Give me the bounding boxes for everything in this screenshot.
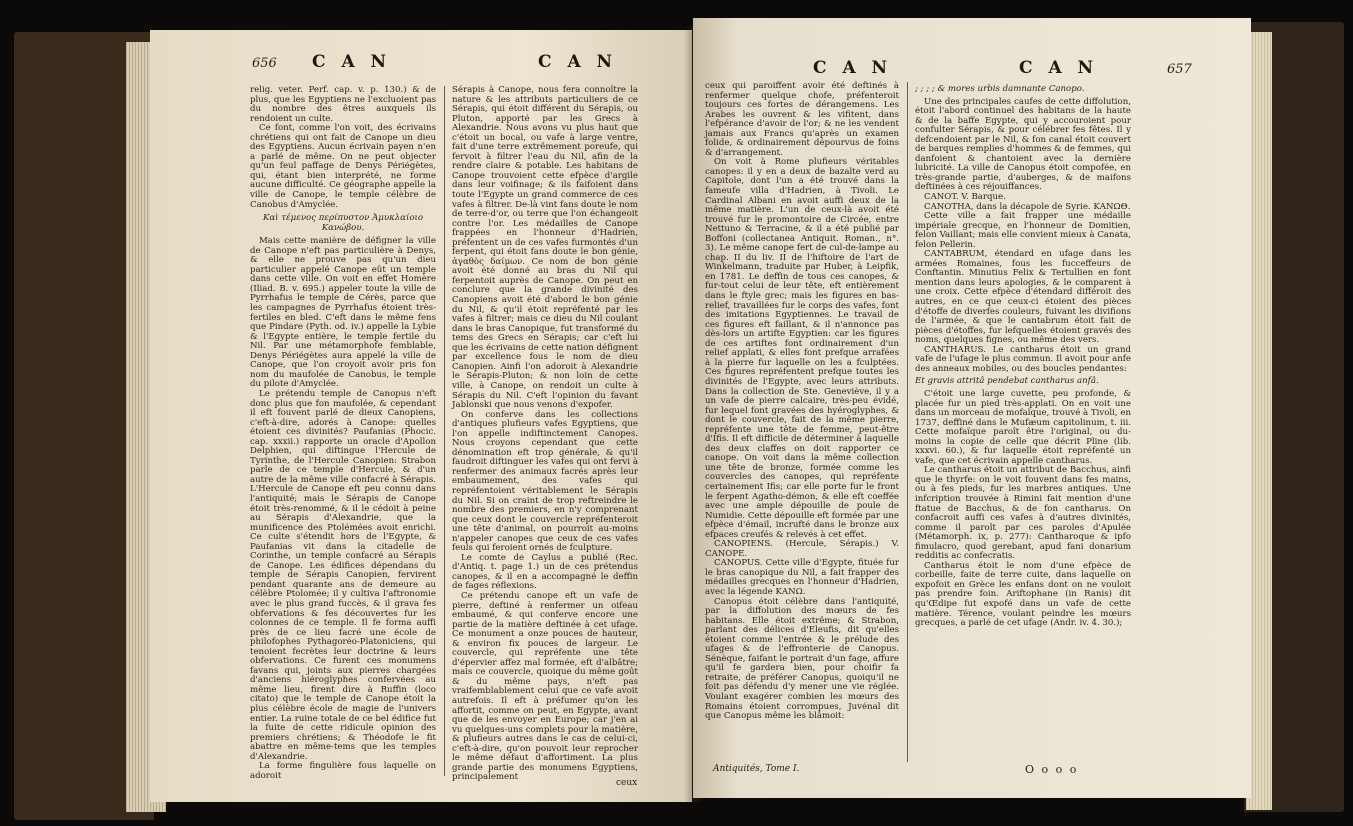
paragraph: Cette ville a fait frapper une médaille impériale grecque, en l'honneur de Domitien, felon Vaillant; mais elle convient mieux à Canata, felon Pellerin. [915, 211, 1131, 250]
paragraph: Le prétendu temple de Canopus n'eft donc plus que fon maufolée, & cependant il eft fouvent parlé de dieux Canopiens, c'eft-à-dire, adorés à Canope: quelles étoient ces divinités? Paufanias (Phocic. cap. xxxii.) rapporte un oracle d'Apollon Delphien, qui diftingue l'Hercule de Tyrinthe, de l'Hercule Canopien: Strabon parle de ce temple d'Hercule, & d'un autre de la même ville confacré à Sérapis. L'Hercule de Canope eft peu connu dans l'antiquité; mais le Sérapis de Canope étoit très-renommé, & il le cédoit à peine au Sérapis d'Alexandrie, que la munificence des Ptolémées avoit enrichi. Ce culte s'étendit hors de l'Egypte, & Paufanias vit dans la citadelle de Corinthe, un temple confacré au Sérapis de Canope. Les édifices dépendans du temple de Sérapis Canopien, fervirent pendant quarante ans de demeure au célèbre Ptolomée; il y cultiva l'aftronomie avec le plus grand fuccès, & il grava fes obfervations & fes découvertes fur les colonnes de ce temple. Il fe forma auffi près de ce lieu facré une école de philofophes Pythagoréo-Platoniciens, qui tenoient fecrètes leur doctrine & leurs obfervations. Ce furent ces monumens favans qui, joints aux pierres chargées d'anciens hiéroglyphes confervées au même lieu, firent dire à Ruffin (loco citato) que le temple de Canope étoit la plus célèbre école de magie de l'univers entier. La ruine totale de ce bel édifice fut la fuite de cette ridicule opinion des premiers chrétiens; & Théodofe le fit abattre en même-tems que les temples d'Alexandrie. [250, 388, 436, 762]
paragraph: Ce prétendu canope eft un vafe de pierre, deftiné à renfermer un oifeau embaumé, & qui conferve encore une partie de la matière deftinée à cet ufage. Ce monument a onze pouces de hauteur, & environ fix pouces de largeur. Le couvercle, qui repréfente une tête d'épervier affez mal formée, eft d'albâtre; mais ce couvercle, quoique du même goût & du même pays, n'eft pas vraifemblablement celui que ce vafe avoit autrefois. Il eft à préfumer qu'on les affortit, comme on peut, en Egypte, avant que de les envoyer en Europe; car j'en ai vu quelques-uns complets pour la matière, & plufieurs autres dans le cas de celui-ci, c'eft-à-dire, qu'on pouvoit leur reprocher le même défaut d'affortiment. La plus grande partie des monumens Egyptiens, principalement [452, 590, 638, 783]
paragraph: On conferve dans les collections d'antiques plufieurs vafes Egyptiens, que l'on appelle indiftinctement Canopes. Nous croyons cependant que cette dénomination eft trop générale, & qu'il faudroit diftinguer les vafes qui ont fervi à renfermer des animaux facrés après leur embaumement, des vafes qui repréfentoient véritablement le Sérapis du Nil. Si on craint de trop reftreindre le nombre des premiers, en n'y comprenant que ceux dont le couvercle repréfenteroit une tête d'animal, on pourroit au-moins n'appeler canopes que ceux de ces vafes feuls qui feroient ornés de fculpture. [452, 409, 638, 554]
paragraph: CANOTHA, dans la décapole de Syrie. ΚΑΝΩΘ. [924, 201, 1131, 212]
left-page [150, 30, 692, 802]
paragraph: Une des principales caufes de cette diffolution, étoit l'abord continuel des habitans de la haute & de la baffe Egypte, qui y accouroient pour confulter Sérapis, & pour célébrer fes fêtes. Il y defcendoient par le Nil, & fon canal étoit couvert de barques remplies d'hommes & de femmes, qui danfoient & chantoient avec la dernière lubricité. La ville de Canopus étoit compofée, en très-grande partie, d'auberges, & de maifons deftinées à ces réjouiffances. [915, 96, 1131, 193]
paragraph: On voit à Rome plufieurs véritables canopes: il y en a deux de bazalte verd au Capitole, dont l'un a été trouvé dans la fameufe villa d'Hadrien, à Tivoli. Le Cardinal Albani en avoit auffi deux de la même matière. L'un de ceux-là avoit été trouvé fur le promontoire de Circée, entre Nettuno & Terracine, & il a été publié par Boffoni (collectanea Antiquit. Roman., n°. 3). Le même canope fert de cul-de-lampe au chap. II du liv. II de l'hiftoire de l'art de Winkelmann, traduite par Huber, à Leipfik, en 1781. Le deffin de tous ces canopes, & fur-tout celui de leur tête, eft entièrement dans le ftyle grec; mais les figures en bas-relief, travaillées fur le corps des vafes, font des imitations Egyptiennes. Le travail de ces figures eft faillant, & il n'annonce pas dès-lors un artifte Egyptien: car les figures de ces artiftes font ordinairement d'un relief applati, & elles font prefque arrafées à la pierre fur laquelle on les a fculptées. Ces figures repréfentent prefque toutes les divinités de l'Egypte, avec leurs attributs. Dans la collection de Ste. Geneviève, il y a un vafe de pierre calcaire, très-peu évidé, fur lequel font gravées des hyéroglyphes, & dont le couvercle, fait de la même pierre, repréfente une tête de femme, peut-être d'Ifis. Il eft difficile de déterminer à laquelle des deux claffes on doit rapporter ce canope. On voit dans la même collection une tête de bronze, formée comme les couvercles des canopes, qui repréfente certainement Ifis; car elle porte fur le front le ferpent Agatho-démon, & elle eft coeffée avec une ample dépouille de poule de Numidie. Cette dépouille eft formée par une efpèce d'émail, incrufté dans le bronze aux efpaces creufés & relevés à cet effet. [705, 157, 899, 540]
paragraph: Le comte de Caylus a publié (Rec. d'Antiq. t. page 1.) un de ces prétendus canopes, & il en a accompagné le deffin de fages réflexions. [452, 552, 638, 592]
left-page-number: 656 [252, 56, 277, 71]
paragraph: CANOPIENS. (Hercule, Sérapis.) V. CANOPE. [705, 539, 899, 559]
paragraph: relig. veter. Perf. cap. v. p. 130.) & de plus, que les Egyptiens ne l'excluoient pas du nombre des êtres auxquels ils rendoient un culte. [250, 85, 436, 124]
paragraph: Le cantharus étoit un attribut de Bacchus, ainfi que le thyrfe: on le voit fouvent dans fes mains, ou à fes pieds, fur les marbres antiques. Une infcription trouvée à Rimini fait mention d'une ftatue de Bacchus, & de fon cantharus. On confacroit auffi ces vafes à d'autres divinités, comme il paroît par ces paroles d'Apulée (Métamorph. ix, p. 277): Cantharoque & ipfo fimulacro, quod gerebant, apud fani donarium redditis ac confecratis. [915, 465, 1131, 562]
paragraph: Mais cette manière de défigner la ville de Canope n'eft pas particulière à Denys, & elle ne prouve pas qu'un dieu particulier appelé Canope eût un temple dans cette ville. On voit en effet Homère (Iliad. B. v. 695.) appeler toute la ville de Pyrrhafus le temple de Cérès, parce que les campagnes de Pyrrhafus étoient très-fertiles en bled. C'eft dans le même fens que Pindare (Pyth. od. iv.) appelle la Lybie & l'Egypte entière, le temple fertile du Nil. Par une métamorphofe femblable, Denys Périégètes aura appelé la ville de Canope, que l'on croyoit avoir pris fon nom du maufolée de Canobus, le temple du pilote d'Amyclée. [250, 236, 436, 390]
catchword: ceux [616, 778, 638, 788]
right-page-number: 657 [1167, 62, 1192, 77]
paragraph: Ce font, comme l'on voit, des écrivains chrétiens qui ont fait de Canope un dieu des Egyptiens. Aucun écrivain payen n'en a parlé de même. On ne peut objecter qu'un feul paffage de Denys Périégètes, qui, étant bien interprété, ne forme aucune difficulté. Ce géographe appelle la ville de Canope, le temple célèbre de Canobus d'Amyclée. [250, 123, 436, 210]
paragraph: CANOT. V. Barque. [924, 192, 1006, 203]
left-page-column-1 [250, 85, 436, 781]
printer-signature: O o o o [1025, 763, 1079, 776]
paragraph: La forme fingulière fous laquelle on adoroit [250, 761, 436, 781]
paragraph: Sérapis à Canope, nous fera connoître la nature & les attributs particuliers de ce Sérapis, qui étoit différent du Sérapis, ou Pluton, apporté par les Grecs à Alexandrie. Nous avons vu plus haut que c'étoit un bocal, ou vafe à large ventre, fait d'une terre extrêmement poreufe, qui fervoit à filtrer l'eau du Nil, afin de la rendre claire & potable. Les habitans de Canope trouvoient cette efpèce d'argile dans leur voifinage; & ils faifoient dans toute l'Egypte un grand commerce de ces vafes à filtrer. De-là vint fans doute le nom de terre-d'or, ou terre que l'on échangeoit contre l'or. Les médailles de Canope frappées en l'honneur d'Hadrien, préfentent un de ces vafes furmontés d'un ferpent, qui étoit fans doute le bon génie, ἀγαθὸς δαίμων. Ce nom de bon génie avoit été donné au bras du Nil qui ferpentoit auprès de Canope. On peut en conclure que la grande divinité des Canopiens avoit été d'abord le bon génie du Nil, & qu'il étoit repréfenté par les vafes à filtrer; mais ce dieu du Nil coulant dans le bras Canopique, fut transformé du tems des Grecs en Sérapis; car c'eft lui que les écrivains de cette nation défignent par excellence fous le nom de dieu Canopien. Ainfi l'on adoroit à Alexandrie le Sérapis-Pluton; & non loin de cette ville, à Canope, on rendoit un culte à Sérapis du Nil. C'eft l'opinion du favant Jablonski que nous venons d'expofer. [452, 85, 638, 411]
paragraph: Cantharus étoit le nom d'une efpèce de corbeille, faite de terre cuite, dans laquelle on expofoit en Grèce les enfans dont on ne vouloit pas prendre foin. Ariftophane (in Ranis) dit qu'Œdipe fut expofé dans un vafe de cette matière. Térence, voulant peindre les mœurs grecques, a parlé de cet ufage (Andr. iv. 4. 30.); [915, 560, 1131, 629]
right-page-column-2 [915, 82, 1131, 770]
column-rule [444, 86, 445, 776]
paragraph: Et gravis attritâ pendebat cantharus anfâ. [915, 376, 1099, 387]
paragraph: ceux qui paroiffent avoir été deftinés à renfermer quelque chofe, préfenteroit toujours ces fortes de dérangemens. Les Arabes les ouvrent & les vifitent, dans l'efpérance d'avoir de l'or; & ne les vendent jamais aux Francs qu'après un examen folide, & ordinairement dépourvus de foins & d'arrangement. [705, 81, 899, 158]
column-rule [907, 82, 908, 762]
paragraph: CANOPUS. Cette ville d'Egypte, fituée fur le bras canopique du Nil, a fait frapper des médailles grecques en l'honneur d'Hadrien, avec la légende ΚΑΝΩ. [705, 558, 899, 597]
left-page-header-left: C A N [312, 52, 392, 72]
paragraph: Καὶ τέμενος περίπυστον Ἀμυκλαίοιο Κανώβου. [262, 213, 424, 233]
paragraph: ; ; ; ; & mores urbis damnante Canopo. [915, 84, 1085, 94]
left-page-column-2 [452, 85, 638, 783]
right-page [693, 18, 1251, 798]
left-page-header-right: C A N [538, 52, 618, 72]
paragraph: C'étoit une large cuvette, peu profonde, & placée fur un pied très-applati. On en voit une dans un morceau de mofaïque, trouvé à Tivoli, en 1737, deffiné dans le Mufæum capitolinum, t. iii. Cette mofaïque paroît être l'original, ou du-moins la copie de celle que décrit Pline (lib. xxxvi. 60.), & fur laquelle étoit repréfenté un vafe, que cet écrivain appelle cantharus. [915, 388, 1131, 466]
right-page-column-1 [705, 82, 899, 762]
right-page-header-right: C A N [1019, 58, 1099, 78]
paragraph: Canopus étoit célèbre dans l'antiquité, par la diffolution des mœurs de fes habitans. Elle étoit extrême; & Strabon, parlant des délices d'Eleufis, dit qu'elles étoient comme l'entrée & le prélude des ufages & de l'effronterie de Canopus. Sénèque, faifant le portrait d'un fage, affure qu'il fe gardera bien, pour choifir fa retraite, de préférer Canopus, quoiqu'il ne foit pas défendu d'y mener une vie réglée. Voulant exagérer combien les mœurs des Romains étoient corrompues, Juvénal dit que Canopus même les blâmoit: [705, 596, 899, 722]
volume-footer: Antiquités, Tome I. [713, 764, 800, 774]
paragraph: CANTABRUM, étendard en ufage dans les armées Romaines, fous les fucceffeurs de Conftantin. Minutius Felix & Tertullien en font mention dans leurs apologies, & le comparent à une croix. Cette efpèce d'étendard différoit des autres, en ce que ceux-ci étoient des pièces d'étoffe de diverfes couleurs, fuivant les divifions de l'armée, & que le cantabrum étoit fait de pièces d'étoffes, fur lefquelles étoient gravés des noms, quelques fignes, ou même des vers. [915, 249, 1131, 346]
right-page-header-left: C A N [813, 58, 893, 78]
paragraph: CANTHARUS. Le cantharus étoit un grand vafe de l'ufage le plus commun. Il avoit pour anfe des anneaux mobiles, ou des boucles pendantes: [915, 344, 1131, 374]
